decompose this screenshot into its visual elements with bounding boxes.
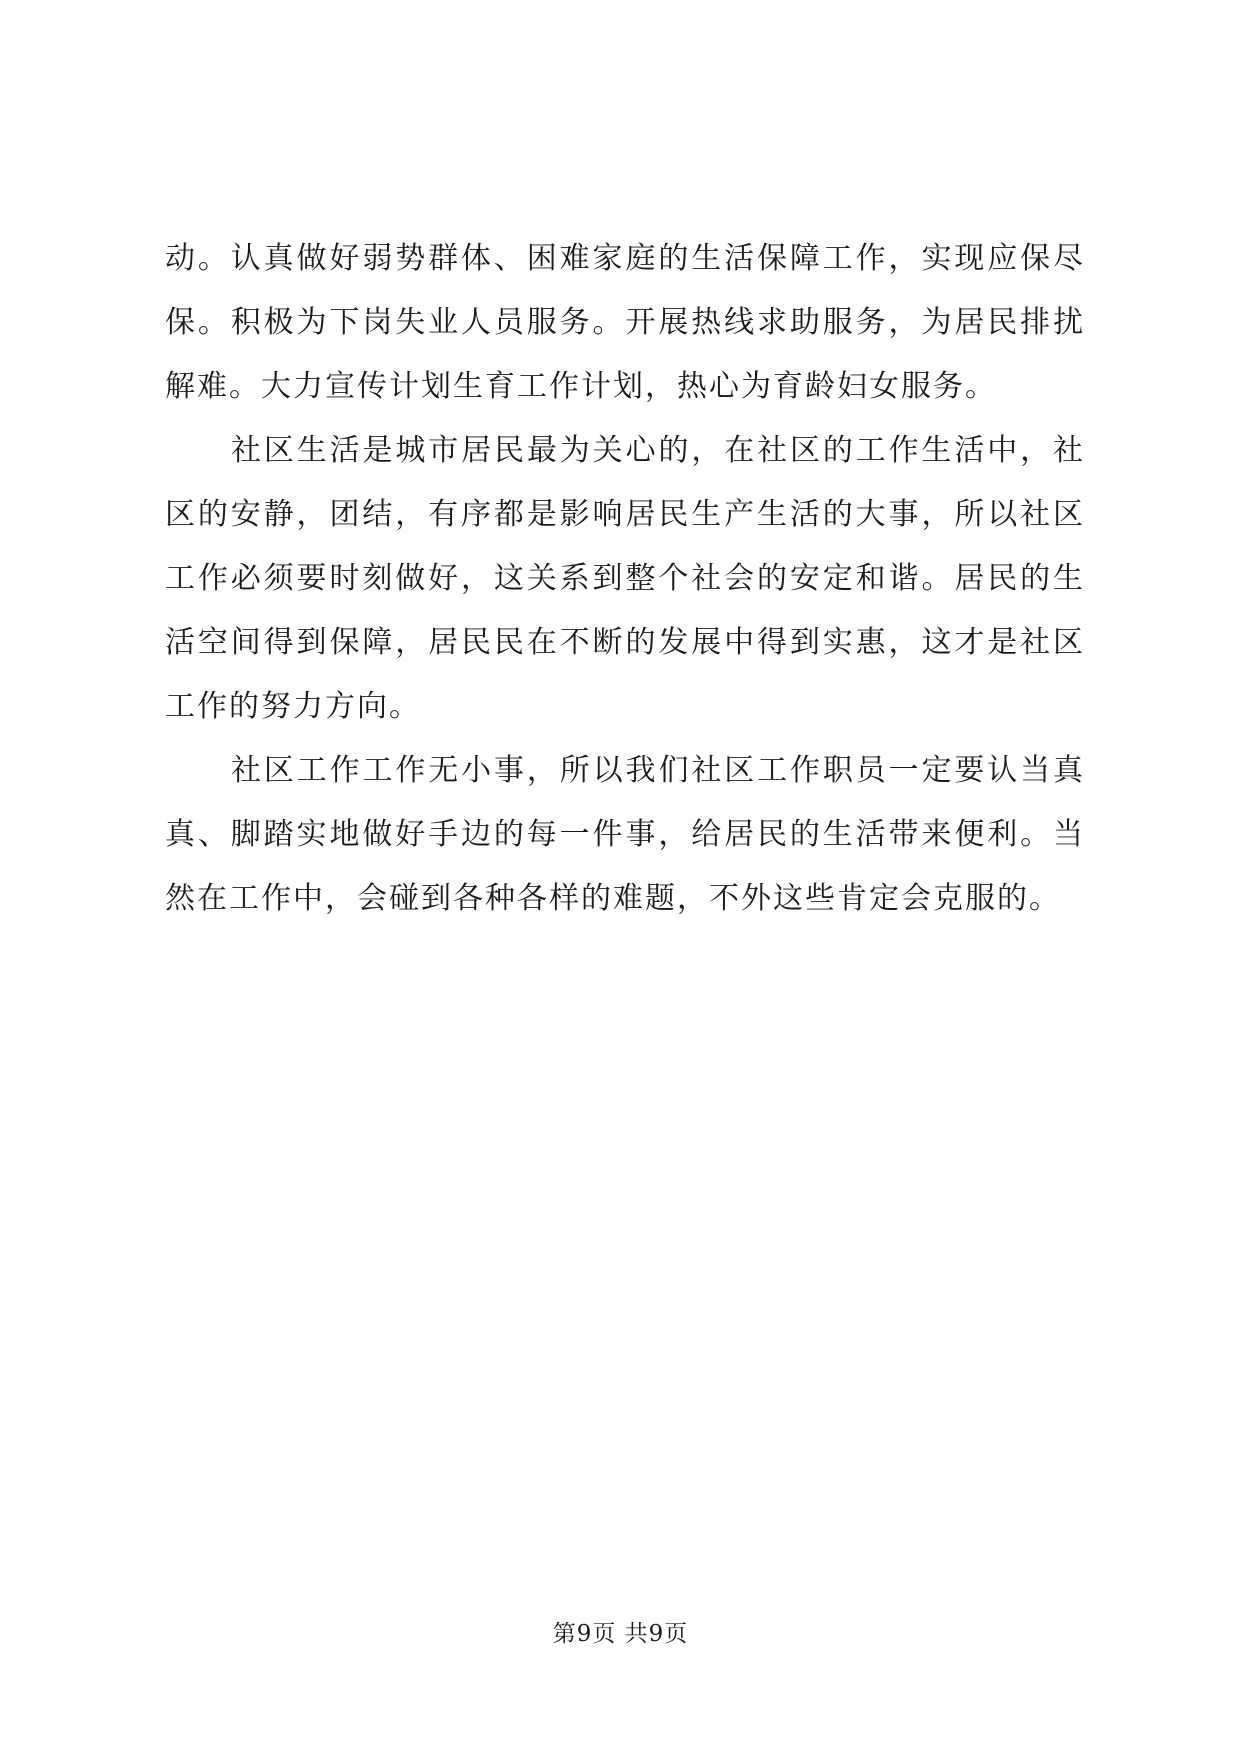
page-number-footer: 第9页 共9页: [552, 1621, 689, 1647]
text-line: 然在工作中，会碰到各种各样的难题，不外这些肯定会克服的。: [165, 881, 1061, 916]
text-line: 工作的努力方向。: [165, 689, 421, 724]
paragraph-continued: [165, 227, 1085, 419]
text-line: 社区工作工作无小事，所以我们社区工作职员一定要认当真: [231, 753, 1085, 788]
document-body: [165, 227, 1085, 931]
text-line: 保。积极为下岗失业人员服务。开展热线求助服务，为居民排扰: [165, 305, 1085, 340]
text-line: 动。认真做好弱势群体、困难家庭的生活保障工作，实现应保尽: [165, 241, 1085, 276]
paragraph: [165, 419, 1085, 739]
paragraph: [165, 739, 1085, 931]
text-line: 社区生活是城市居民最为关心的，在社区的工作生活中，社: [231, 433, 1085, 468]
text-line: 解难。大力宣传计划生育工作计划，热心为育龄妇女服务。: [165, 369, 997, 404]
text-line: 真、脚踏实地做好手边的每一件事，给居民的生活带来便利。当: [165, 817, 1085, 852]
text-line: 工作必须要时刻做好，这关系到整个社会的安定和谐。居民的生: [165, 561, 1085, 596]
text-line: 区的安静，团结，有序都是影响居民生产生活的大事，所以社区: [165, 497, 1085, 532]
text-line: 活空间得到保障，居民民在不断的发展中得到实惠，这才是社区: [165, 625, 1085, 660]
